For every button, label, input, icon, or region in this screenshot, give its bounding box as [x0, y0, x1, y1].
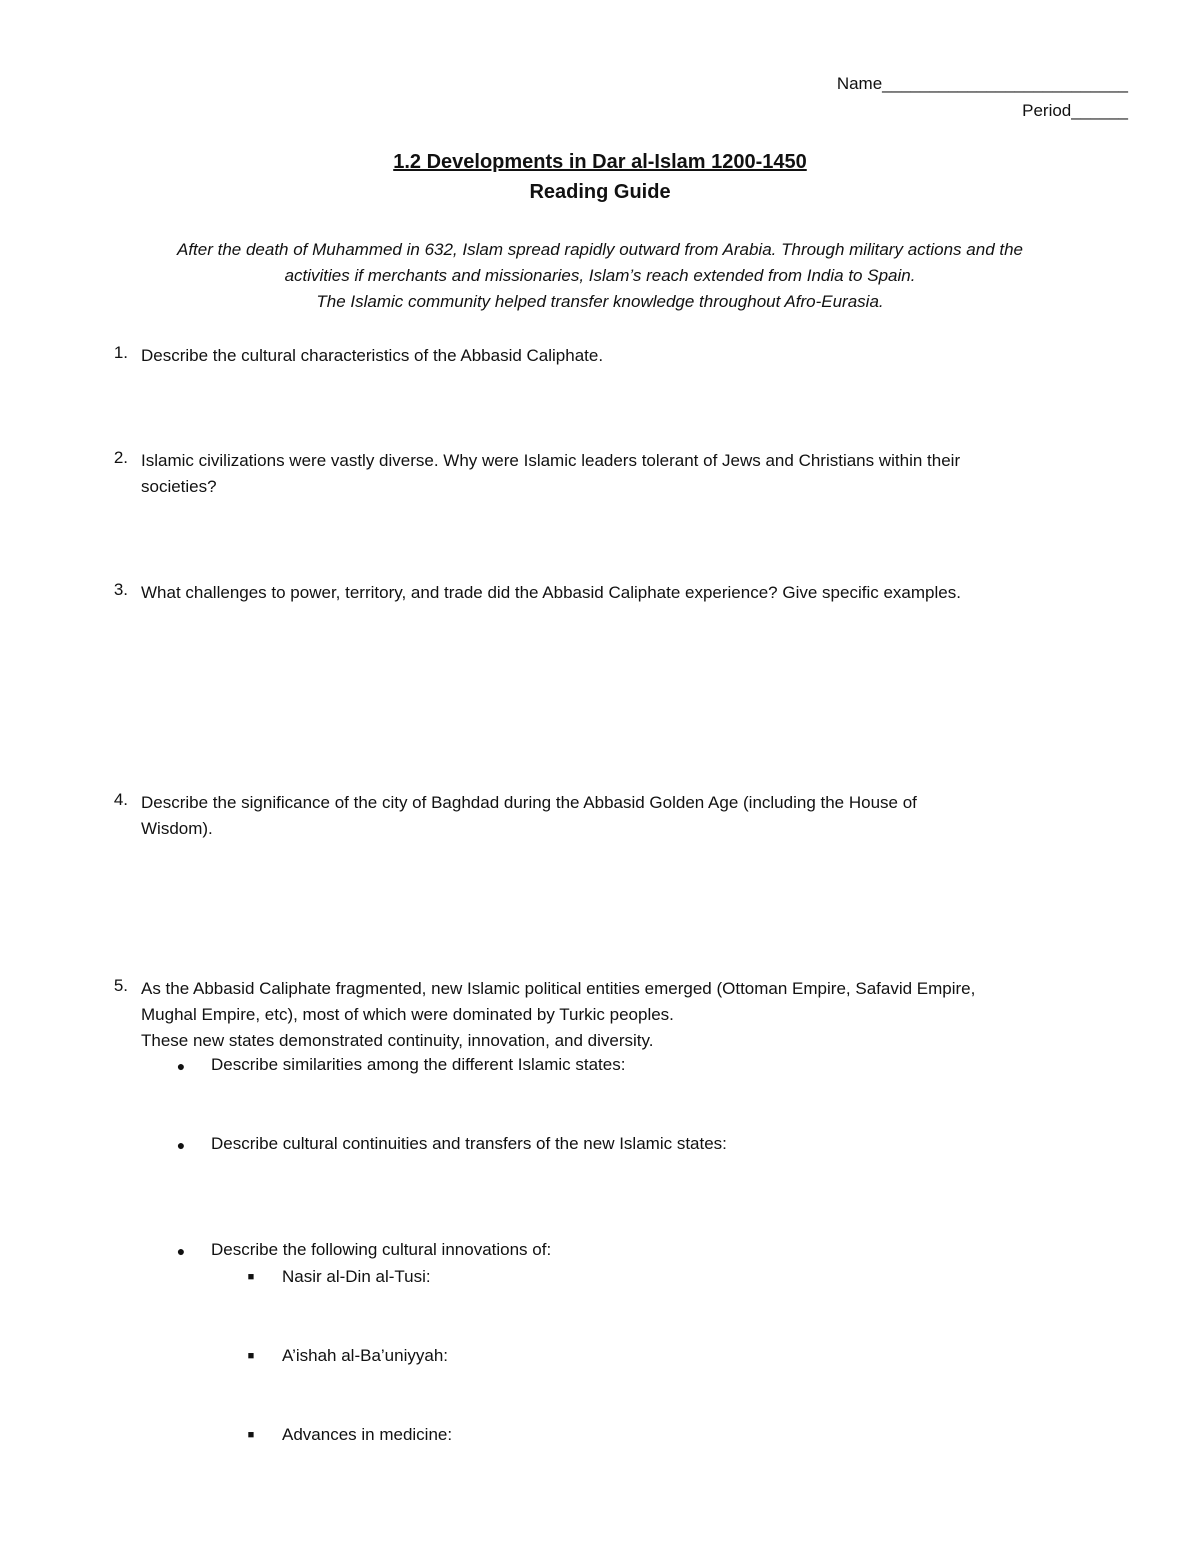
question-line: Mughal Empire, etc), most of which were dominated by Turkic peoples.	[141, 1005, 674, 1024]
intro-line: After the death of Muhammed in 632, Islam spread rapidly outward from Arabia. Through military actions and the	[176, 240, 1023, 259]
period-field: Period______	[1022, 101, 1128, 120]
question-number: 4.	[113, 790, 128, 809]
bullet-icon: ●	[176, 1058, 186, 1074]
bullet-item: Describe similarities among the different Islamic states:	[211, 1055, 626, 1074]
question-line: Describe the significance of the city of Baghdad during the Abbasid Golden Age (including the House of	[141, 793, 917, 812]
question-text	[141, 976, 1131, 1054]
question-number: 5.	[113, 976, 128, 995]
bullet-item: Describe the following cultural innovations of:	[211, 1240, 552, 1259]
page-subtitle: Reading Guide	[529, 181, 671, 203]
bullet-icon: ●	[176, 1137, 186, 1153]
question-line: Describe the cultural characteristics of the Abbasid Caliphate.	[141, 346, 604, 365]
question-number: 3.	[113, 580, 128, 599]
question-line: As the Abbasid Caliphate fragmented, new Islamic political entities emerged (Ottoman Empire, Safavid Empire,	[141, 979, 976, 998]
sub-bullet-item: A’ishah al-Ba’uniyyah:	[282, 1346, 448, 1365]
question-text	[141, 790, 1131, 842]
question-text	[141, 448, 1131, 500]
question-line: societies?	[141, 477, 217, 496]
square-bullet-icon: ■	[247, 1429, 255, 1441]
question-line: Islamic civilizations were vastly diverse. Why were Islamic leaders tolerant of Jews and Christians within their	[141, 451, 961, 470]
sub-bullet-item: Advances in medicine:	[282, 1425, 453, 1444]
intro-paragraph	[60, 237, 1140, 315]
question-line: These new states demonstrated continuity, innovation, and diversity.	[141, 1031, 654, 1050]
intro-line: activities if merchants and missionaries, Islam’s reach extended from India to Spain.	[284, 266, 916, 285]
square-bullet-icon: ■	[247, 1350, 255, 1362]
question-number: 2.	[113, 448, 128, 467]
bullet-item: Describe cultural continuities and transfers of the new Islamic states:	[211, 1134, 727, 1153]
question-text	[141, 343, 1131, 369]
name-field: Name__________________________	[836, 74, 1128, 93]
intro-line: The Islamic community helped transfer knowledge throughout Afro-Eurasia.	[316, 292, 884, 311]
question-line: Wisdom).	[141, 819, 213, 838]
square-bullet-icon: ■	[247, 1271, 255, 1283]
bullet-icon: ●	[176, 1243, 186, 1259]
question-line: What challenges to power, territory, and trade did the Abbasid Caliphate experience? Give specific examples.	[141, 583, 961, 602]
sub-bullet-item: Nasir al-Din al-Tusi:	[282, 1267, 431, 1286]
page-title: 1.2 Developments in Dar al-Islam 1200-1450	[393, 151, 807, 173]
question-text	[141, 580, 1131, 606]
question-number: 1.	[113, 343, 128, 362]
